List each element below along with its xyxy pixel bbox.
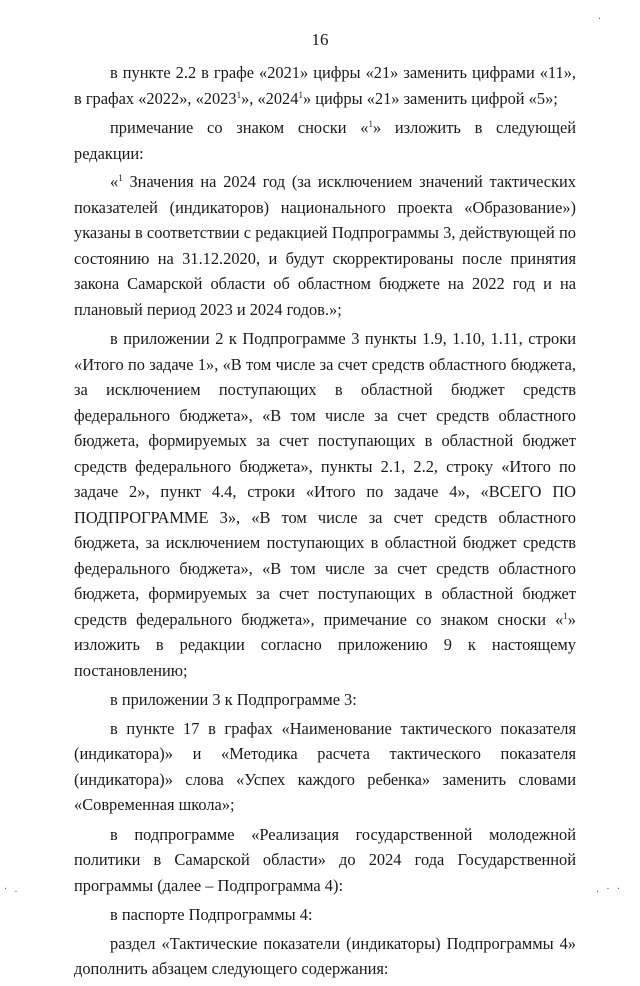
paragraph-text: Значения на 2024 год (за исключением значений тактических показателей (индикаторов) национального проекта «Образование») указаны в соответствии с редакцией Подпрограммы 3, действующей по состоянию на 31.12.2020, и будут скорректированы после принятия закона Самарской области об областном бюджете на 2022 год и на плановый период 2023 и 2024 годов.»; <box>74 172 576 319</box>
paragraph-text: в приложении 2 к Подпрограмме 3 пункты 1.9, 1.10, 1.11, строки «Итого по задаче 1», «В том числе за счет средств областного бюджета, за исключением поступающих в областной бюджет средств федерального бюджета», «В том числе за счет средств областного бюджета, формируемых за счет поступающих в областной бюджет средств федерального бюджета», пункты 2.1, 2.2, строку «Итого по задаче 2», пункт 4.4, строки «Итого по задаче 4», «ВСЕГО ПО ПОДПРОГРАММЕ 3», «В том числе за счет средств областного бюджета, за исключением поступающих в областной бюджет средств федерального бюджета», «В том числе за счет средств областного бюджета, формируемых за счет поступающих в областной бюджет средств федерального бюджета», примечание со знаком сноски « <box>74 329 576 629</box>
paragraph-4 <box>74 326 576 683</box>
footnote-mark: 1 <box>298 89 303 100</box>
document-body <box>74 60 576 986</box>
paragraph-text: в паспорте Подпрограммы 4: <box>110 905 313 924</box>
paragraph-5 <box>74 687 576 713</box>
paragraph-2 <box>74 115 576 166</box>
paragraph-text: раздел «Тактические показатели (индикаторы) Подпрограммы 4» дополнить абзацем следующего содержания: <box>74 933 576 978</box>
footnote-mark: 1 <box>563 610 568 621</box>
paragraph-1 <box>74 60 576 111</box>
paragraph-8 <box>74 902 576 928</box>
paragraph-text: в приложении 3 к Подпрограмме 3: <box>110 690 357 709</box>
scan-artifact-bottom-left: · . <box>4 884 20 895</box>
paragraph-text: примечание со знаком сноски « <box>110 118 369 137</box>
paragraph-7 <box>74 822 576 899</box>
paragraph-text: в пункте 2.2 в графе «2021» цифры «21» заменить цифрами «11», в графах «2022», «2023 <box>74 63 576 108</box>
paragraph-3 <box>74 169 576 322</box>
paragraph-6 <box>74 716 576 818</box>
footnote-mark: 1 <box>236 89 242 100</box>
paragraph-text: », «2024 <box>241 88 299 108</box>
paragraph-text: » изложить в редакции согласно приложению 9 к настоящему постановлению; <box>74 609 576 680</box>
scan-artifact-top-right: · <box>598 14 604 25</box>
paragraph-text: « <box>110 172 119 191</box>
page-number: 16 <box>311 30 329 49</box>
paragraph-text: » цифры «21» заменить цифрой «5»; <box>302 88 558 108</box>
footnote-mark: 1 <box>118 173 123 183</box>
footnote-mark: 1 <box>368 119 373 129</box>
paragraph-9 <box>74 931 576 982</box>
scan-artifact-bottom-right: . · · <box>596 884 622 895</box>
paragraph-text: в пункте 17 в графах «Наименование тактического показателя (индикатора)» и «Методика расчета тактического показателя (индикатора)» слова «Успех каждого ребенка» заменить словами «Современная школа»; <box>74 718 576 814</box>
paragraph-text: в подпрограмме «Реализация государственной молодежной политики в Самарской области» до 2024 года Государственной программы (далее – Подпрограмма 4): <box>74 824 576 895</box>
paragraph-text: » изложить в следующей редакции: <box>74 118 576 163</box>
